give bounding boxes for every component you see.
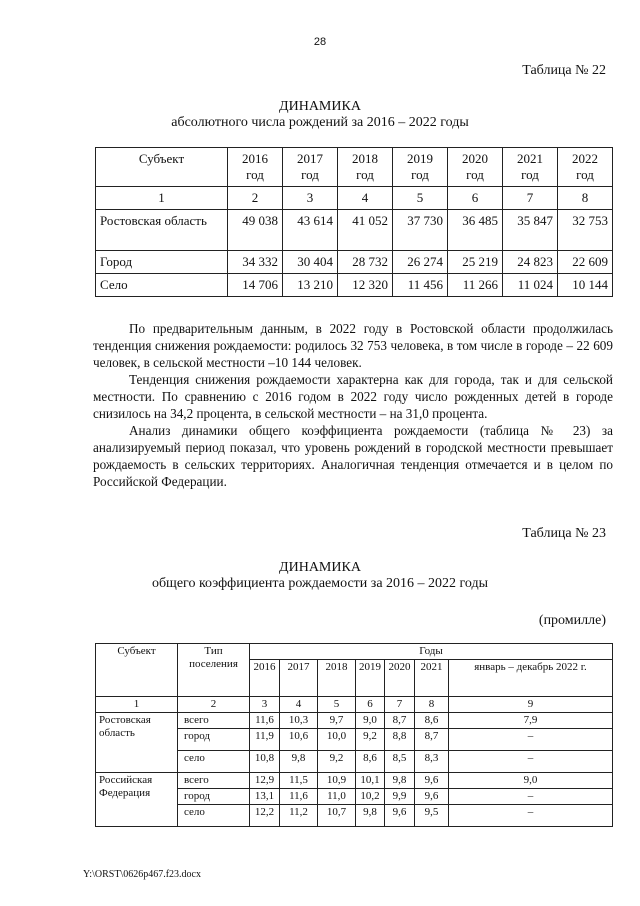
column-number: 5 <box>393 187 448 210</box>
year-value: 2018 <box>352 151 378 166</box>
cell-value: 41 052 <box>338 210 393 251</box>
table22-header-year <box>283 148 338 187</box>
cell-value: 9,2 <box>356 729 385 751</box>
cell-value: 10,7 <box>318 805 356 827</box>
cell-value: 22 609 <box>558 251 613 274</box>
table-row <box>96 274 613 297</box>
cell-value: 11,9 <box>250 729 280 751</box>
cell-value: 8,6 <box>356 751 385 773</box>
cell-value: 13,1 <box>250 789 280 805</box>
column-number: 7 <box>503 187 558 210</box>
row-type: всего <box>178 713 250 729</box>
row-type: всего <box>178 773 250 789</box>
column-number: 6 <box>448 187 503 210</box>
cell-value: 8,5 <box>385 751 415 773</box>
table23-header-last-col: январь – декабрь 2022 г. <box>449 660 613 697</box>
cell-value: 9,8 <box>280 751 318 773</box>
cell-value: 12,2 <box>250 805 280 827</box>
table-row <box>96 210 613 251</box>
cell-value: 11,6 <box>250 713 280 729</box>
table23-number-row <box>96 697 613 713</box>
cell-value: 10,0 <box>318 729 356 751</box>
cell-value: 7,9 <box>449 713 613 729</box>
cell-value: 26 274 <box>393 251 448 274</box>
cell-value: 14 706 <box>228 274 283 297</box>
cell-value: 11,0 <box>318 789 356 805</box>
table23-title <box>0 560 640 592</box>
table22 <box>95 147 613 297</box>
table-row <box>96 773 613 789</box>
year-value: 2019 <box>407 151 433 166</box>
table22-header-year <box>558 148 613 187</box>
column-number: 6 <box>356 697 385 713</box>
table22-title-line2: абсолютного числа рождений за 2016 – 2022 годы <box>171 115 469 130</box>
cell-value: – <box>449 729 613 751</box>
cell-value: 11,6 <box>280 789 318 805</box>
year-unit: год <box>521 167 539 182</box>
table23-header-year: 2021 <box>415 660 449 697</box>
cell-value: 9,6 <box>415 773 449 789</box>
cell-value: 10 144 <box>558 274 613 297</box>
table23-unit: (промилле) <box>538 613 606 628</box>
cell-value: 10,1 <box>356 773 385 789</box>
cell-value: 9,6 <box>385 805 415 827</box>
year-unit: год <box>411 167 429 182</box>
column-number: 4 <box>280 697 318 713</box>
cell-value: 12 320 <box>338 274 393 297</box>
cell-value: 25 219 <box>448 251 503 274</box>
cell-value: 8,8 <box>385 729 415 751</box>
table22-header-year <box>338 148 393 187</box>
cell-value: 43 614 <box>283 210 338 251</box>
cell-value: 12,9 <box>250 773 280 789</box>
column-number: 1 <box>96 187 228 210</box>
table-row <box>96 251 613 274</box>
cell-value: 8,7 <box>415 729 449 751</box>
table22-header-year <box>228 148 283 187</box>
cell-value: – <box>449 805 613 827</box>
table23 <box>95 643 613 827</box>
table23-header-row <box>96 644 613 660</box>
cell-value: 9,7 <box>318 713 356 729</box>
body-text <box>93 320 613 490</box>
cell-value: 10,9 <box>318 773 356 789</box>
table22-title-line1: ДИНАМИКА <box>279 99 361 114</box>
table23-header-year: 2018 <box>318 660 356 697</box>
table23-title-line2: общего коэффициента рождаемости за 2016 – 2022 годы <box>151 576 489 591</box>
column-number: 3 <box>283 187 338 210</box>
table23-header-year: 2016 <box>250 660 280 697</box>
row-type: город <box>178 789 250 805</box>
cell-value: 11 456 <box>393 274 448 297</box>
row-type: село <box>178 751 250 773</box>
table22-label: Таблица № 22 <box>522 63 606 78</box>
paragraph: Тенденция снижения рождаемости характерна как для города, так и для сельской местности. По сравнению с 2016 годом в 2022 году число рожденных детей в городе снизилось на 34,2 процента, в сельской местности – на 31,0 процента. <box>93 372 613 421</box>
table22-header-row <box>96 148 613 187</box>
cell-value: 24 823 <box>503 251 558 274</box>
cell-value: 11 266 <box>448 274 503 297</box>
table23-label: Таблица № 23 <box>522 526 606 541</box>
column-number: 3 <box>250 697 280 713</box>
cell-value: – <box>449 789 613 805</box>
year-value: 2017 <box>297 151 323 166</box>
cell-value: 9,6 <box>415 789 449 805</box>
row-subject: Ростовская область <box>96 210 228 251</box>
year-unit: год <box>576 167 594 182</box>
year-value: 2021 <box>517 151 543 166</box>
cell-value: 35 847 <box>503 210 558 251</box>
cell-value: 32 753 <box>558 210 613 251</box>
page-number: 28 <box>313 36 327 48</box>
table23-header-year: 2017 <box>280 660 318 697</box>
table22-header-year <box>393 148 448 187</box>
cell-value: 8,7 <box>385 713 415 729</box>
year-value: 2022 <box>572 151 598 166</box>
cell-value: 30 404 <box>283 251 338 274</box>
cell-value: – <box>449 751 613 773</box>
row-type: город <box>178 729 250 751</box>
table23-title-line1: ДИНАМИКА <box>279 560 361 575</box>
table22-header-subject: Субъект <box>96 148 228 187</box>
cell-value: 11,5 <box>280 773 318 789</box>
year-value: 2020 <box>462 151 488 166</box>
table22-title <box>0 99 640 131</box>
table23-header-year: 2020 <box>385 660 415 697</box>
cell-value: 34 332 <box>228 251 283 274</box>
cell-value: 9,0 <box>449 773 613 789</box>
file-path-footer: Y:\ORST\0626p467.f23.docx <box>83 869 201 880</box>
column-number: 7 <box>385 697 415 713</box>
cell-value: 28 732 <box>338 251 393 274</box>
cell-value: 11 024 <box>503 274 558 297</box>
column-number: 1 <box>96 697 178 713</box>
row-subject: Ростовская область <box>96 713 178 773</box>
cell-value: 8,6 <box>415 713 449 729</box>
table23-header-subject: Субъект <box>96 644 178 697</box>
table23-header-years-group: Годы <box>250 644 613 660</box>
table22-number-row <box>96 187 613 210</box>
cell-value: 11,2 <box>280 805 318 827</box>
column-number: 2 <box>228 187 283 210</box>
cell-value: 10,3 <box>280 713 318 729</box>
cell-value: 37 730 <box>393 210 448 251</box>
cell-value: 9,9 <box>385 789 415 805</box>
paragraph: Анализ динамики общего коэффициента рождаемости (таблица № 23) за анализируемый период показал, что уровень рождений в городской местности превышает рождаемость в сельских территориях. Аналогичная тенденция отмечается и в целом по Российской Федерации. <box>93 423 613 489</box>
table23-header-year: 2019 <box>356 660 385 697</box>
column-number: 5 <box>318 697 356 713</box>
cell-value: 49 038 <box>228 210 283 251</box>
paragraph: По предварительным данным, в 2022 году в Ростовской области продолжилась тенденция снижения рождаемости: родилось 32 753 человека, в том числе в городе – 22 609 человек, в сельской местности –10 144 человек. <box>93 321 613 370</box>
year-value: 2016 <box>242 151 268 166</box>
cell-value: 8,3 <box>415 751 449 773</box>
row-subject: Город <box>96 251 228 274</box>
column-number: 2 <box>178 697 250 713</box>
cell-value: 9,5 <box>415 805 449 827</box>
cell-value: 9,8 <box>385 773 415 789</box>
row-subject: Село <box>96 274 228 297</box>
table22-header-year <box>503 148 558 187</box>
cell-value: 36 485 <box>448 210 503 251</box>
year-unit: год <box>466 167 484 182</box>
column-number: 4 <box>338 187 393 210</box>
table-row <box>96 713 613 729</box>
year-unit: год <box>246 167 264 182</box>
column-number: 8 <box>558 187 613 210</box>
column-number: 8 <box>415 697 449 713</box>
cell-value: 10,2 <box>356 789 385 805</box>
cell-value: 10,8 <box>250 751 280 773</box>
table22-header-year <box>448 148 503 187</box>
row-subject: Российская Федерация <box>96 773 178 827</box>
cell-value: 9,2 <box>318 751 356 773</box>
year-unit: год <box>301 167 319 182</box>
cell-value: 9,0 <box>356 713 385 729</box>
column-number: 9 <box>449 697 613 713</box>
cell-value: 13 210 <box>283 274 338 297</box>
cell-value: 10,6 <box>280 729 318 751</box>
cell-value: 9,8 <box>356 805 385 827</box>
year-unit: год <box>356 167 374 182</box>
table23-header-settlement: Тип поселения <box>178 644 250 697</box>
row-type: село <box>178 805 250 827</box>
